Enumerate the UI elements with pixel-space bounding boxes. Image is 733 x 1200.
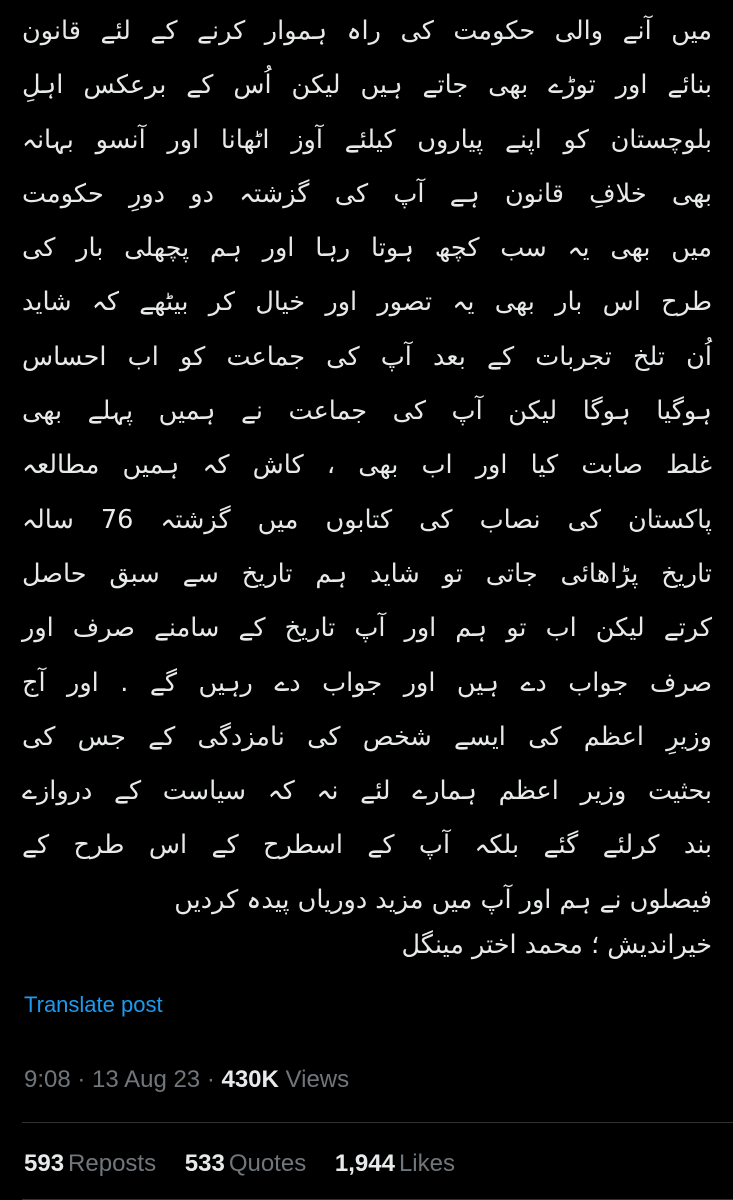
- post-text-line: وزیرِ اعظم کی ایسے شخص کی نامزدگی کے جس کی: [22, 721, 712, 752]
- post-text-line: بنائے اور توڑے بھی جاتے ہیں لیکن اُس کے برعکس اہلِ: [22, 70, 712, 101]
- reposts-label: Reposts: [68, 1150, 157, 1177]
- post-text-line: بلوچستان کو اپنے پیاروں کیلئے آوز اٹھانا اور آنسو بہانہ: [22, 124, 712, 155]
- post-text-line: فیصلوں نے ہم اور آپ میں مزید دوریاں پیدہ کردیں: [174, 884, 712, 915]
- post-text-line: کرتے لیکن اب تو ہم اور آپ تاریخ کے سامنے صرف اور: [22, 613, 712, 644]
- post-text-line: اُن تلخ تجربات کے بعد آپ کی جماعت کو اب احساس: [22, 341, 712, 372]
- likes-count: 1,944: [334, 1150, 395, 1177]
- post-text-line: میں آنے والی حکومت کی راہ ہموار کرنے کے لئے قانون: [22, 16, 712, 46]
- meta-separator: ·: [70, 1066, 93, 1093]
- post-text-line: بند کرلئے گئے بلکہ آپ کے اسطرح کے اس طرح کے: [22, 830, 712, 861]
- post-stats: [24, 1146, 477, 1182]
- reposts-stat[interactable]: [24, 1146, 156, 1182]
- post-text-line: تاریخ پڑاھائی جاتی تو شاید ہم تاریخ سے سبق حاصل: [22, 558, 712, 589]
- quotes-stat[interactable]: [185, 1146, 306, 1182]
- post-date[interactable]: 13 Aug 23: [92, 1066, 201, 1093]
- post-text-line: صرف جواب دے ہیں اور جواب دے رہیں گے . اور آج: [22, 667, 712, 698]
- likes-stat[interactable]: [335, 1146, 455, 1182]
- quotes-count: 533: [184, 1150, 225, 1177]
- post-text-line: طرح اس بار بھی یہ تصور اور خیال کر بیٹھے کہ شاید: [22, 287, 712, 318]
- post-signature: خیراندیش ؛ محمد اختر مینگل: [401, 930, 712, 960]
- likes-label: Likes: [398, 1150, 455, 1177]
- divider: [22, 1122, 733, 1123]
- meta-separator: ·: [200, 1066, 222, 1093]
- post-time[interactable]: 9:08: [24, 1066, 71, 1093]
- post-meta: [24, 1062, 349, 1098]
- translate-post-link[interactable]: Translate post: [24, 992, 163, 1017]
- post-text-line: بھی خلافِ قانون ہے آپ کی گزشتہ دو دورِ حکومت: [22, 178, 712, 209]
- post-text: [22, 4, 712, 927]
- post-text-line: پاکستان کی نصاب کی کتابوں میں گزشتہ 76 سالہ: [22, 504, 713, 535]
- post-text-line: میں بھی یہ سب کچھ ہوتا رہا اور ہم پچھلی بار کی: [22, 233, 712, 264]
- quotes-label: Quotes: [228, 1150, 307, 1177]
- post-text-line: غلط صابت کیا اور اب بھی ، کاش کہ ہمیں مطالعہ: [22, 450, 712, 481]
- reposts-count: 593: [24, 1150, 65, 1177]
- post-text-line: ہوگیا ہوگا لیکن آپ کی جماعت نے ہمیں پہلے بھی: [22, 396, 712, 427]
- views-count: 430K: [221, 1066, 279, 1093]
- post-text-line: بحثیت وزیر اعظم ہمارے لئے نہ کہ سیاست کے دروازے: [22, 776, 712, 807]
- views-label: Views: [285, 1066, 350, 1093]
